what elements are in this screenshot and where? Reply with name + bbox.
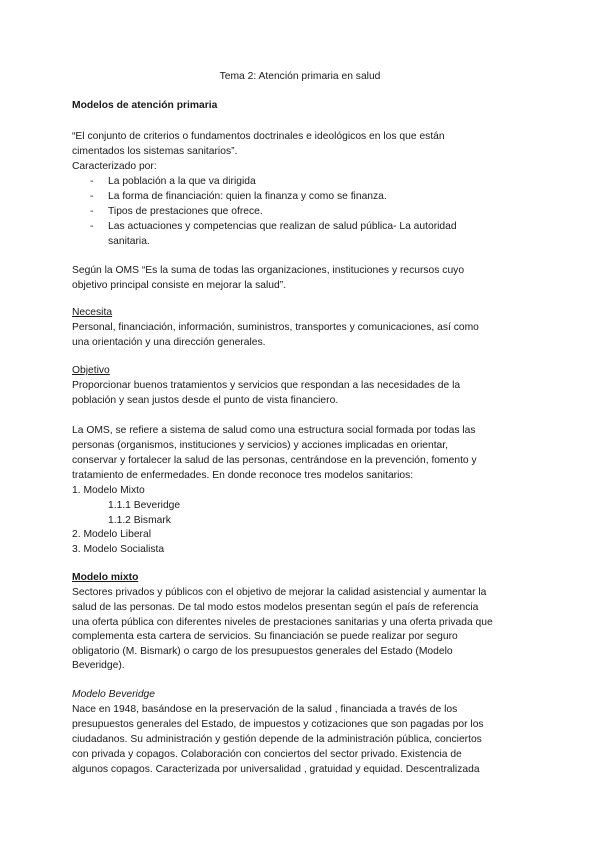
list-item-text: Las actuaciones y competencias que realizan de salud pública- La autoridad <box>108 221 457 232</box>
oms-paragraph-line: La OMS, se refiere a sistema de salud como una estructura social formada por todas las <box>72 425 476 436</box>
intro-quote-line: cimentados los sistemas sanitarios”. <box>72 146 238 157</box>
necesita-text-line: Personal, financiación, información, suministros, transportes y comunicaciones, así como <box>72 322 479 333</box>
beveridge-text-line: ciudadanos. Su administración y gestión depende de la administración pública, conciertos <box>72 734 482 745</box>
heading-modelos-atencion: Modelos de atención primaria <box>72 100 218 111</box>
bullet-dash: - <box>90 191 94 202</box>
intro-quote-line: “El conjunto de criterios o fundamentos doctrinales e ideológicos en los que están <box>72 131 445 142</box>
model-socialista-item: 3. Modelo Socialista <box>72 544 165 555</box>
oms-definition-line: Según la OMS “Es la suma de todas las organizaciones, instituciones y recursos cuyo <box>72 265 465 276</box>
list-item-text: La forma de financiación: quien la finanza y como se finanza. <box>108 191 387 202</box>
beveridge-text-line: Nace en 1948, basándose en la preservación de la salud , financiada a través de los <box>72 704 458 715</box>
document-title: Tema 2: Atención primaria en salud <box>219 71 381 82</box>
oms-paragraph-line: conservar y fortalecer la salud de las personas, centrándose en la prevención, fomento y <box>72 455 477 466</box>
mixto-text-line: salud de las personas. De tal modo estos modelos presentan según el país de referencia <box>72 602 479 613</box>
model-mixto-item: 1. Modelo Mixto <box>72 485 145 496</box>
oms-paragraph-line: personas (organismos, instituciones y servicios) y acciones implicadas en orientar, <box>72 440 449 451</box>
bullet-dash: - <box>90 176 94 187</box>
oms-definition-line: objetivo principal consiste en mejorar la salud”. <box>72 280 287 291</box>
objetivo-text-line: Proporcionar buenos tratamientos y servicios que respondan a las necesidades de la <box>72 380 461 391</box>
mixto-text-line: Sectores privados y públicos con el objetivo de mejorar la calidad asistencial y aumentar la <box>72 587 487 598</box>
beveridge-text-line: con privada y copagos. Colaboración con conciertos del sector privado. Existencia de <box>72 749 462 760</box>
objetivo-heading: Objetivo <box>72 365 110 376</box>
beveridge-text-line: algunos copagos. Caracterizada por universalidad , gratuidad y equidad. Descentralizada <box>72 764 480 775</box>
oms-paragraph-line: tratamiento de enfermedades. En donde reconoce tres modelos sanitarios: <box>72 470 414 481</box>
necesita-text-line: una orientación y una dirección generales. <box>72 337 266 348</box>
modelo-mixto-heading: Modelo mixto <box>72 572 139 583</box>
list-item-text: La población a la que va dirigida <box>108 176 256 187</box>
bullet-dash: - <box>90 221 94 232</box>
modelo-beveridge-heading: Modelo Beveridge <box>72 689 155 700</box>
model-liberal-item: 2. Modelo Liberal <box>72 529 151 540</box>
mixto-text-line: obligatorio (M. Bismark) o cargo de los presupuestos generales del Estado (Modelo <box>72 646 453 657</box>
mixto-text-line: complementa esta cartera de servicios. Su financiación se puede realizar por seguro <box>72 631 458 642</box>
bullet-dash: - <box>90 206 94 217</box>
caracterizado-label: Caracterizado por: <box>72 161 157 172</box>
model-bismark-item: 1.1.2 Bismark <box>108 515 171 526</box>
model-beveridge-item: 1.1.1 Beveridge <box>108 500 181 511</box>
beveridge-text-line: presupuestos generales del Estado, de impuestos y cotizaciones que son pagadas por los <box>72 719 484 730</box>
mixto-text-line: una oferta pública con diferentes niveles de prestaciones sanitarias y una oferta privada que <box>72 617 493 628</box>
necesita-heading: Necesita <box>72 307 113 318</box>
list-item-text: sanitaria. <box>108 236 150 247</box>
list-item-text: Tipos de prestaciones que ofrece. <box>108 206 263 217</box>
mixto-text-line: Beveridge). <box>72 660 125 671</box>
objetivo-text-line: población y sean justos desde el punto de vista financiero. <box>72 395 339 406</box>
